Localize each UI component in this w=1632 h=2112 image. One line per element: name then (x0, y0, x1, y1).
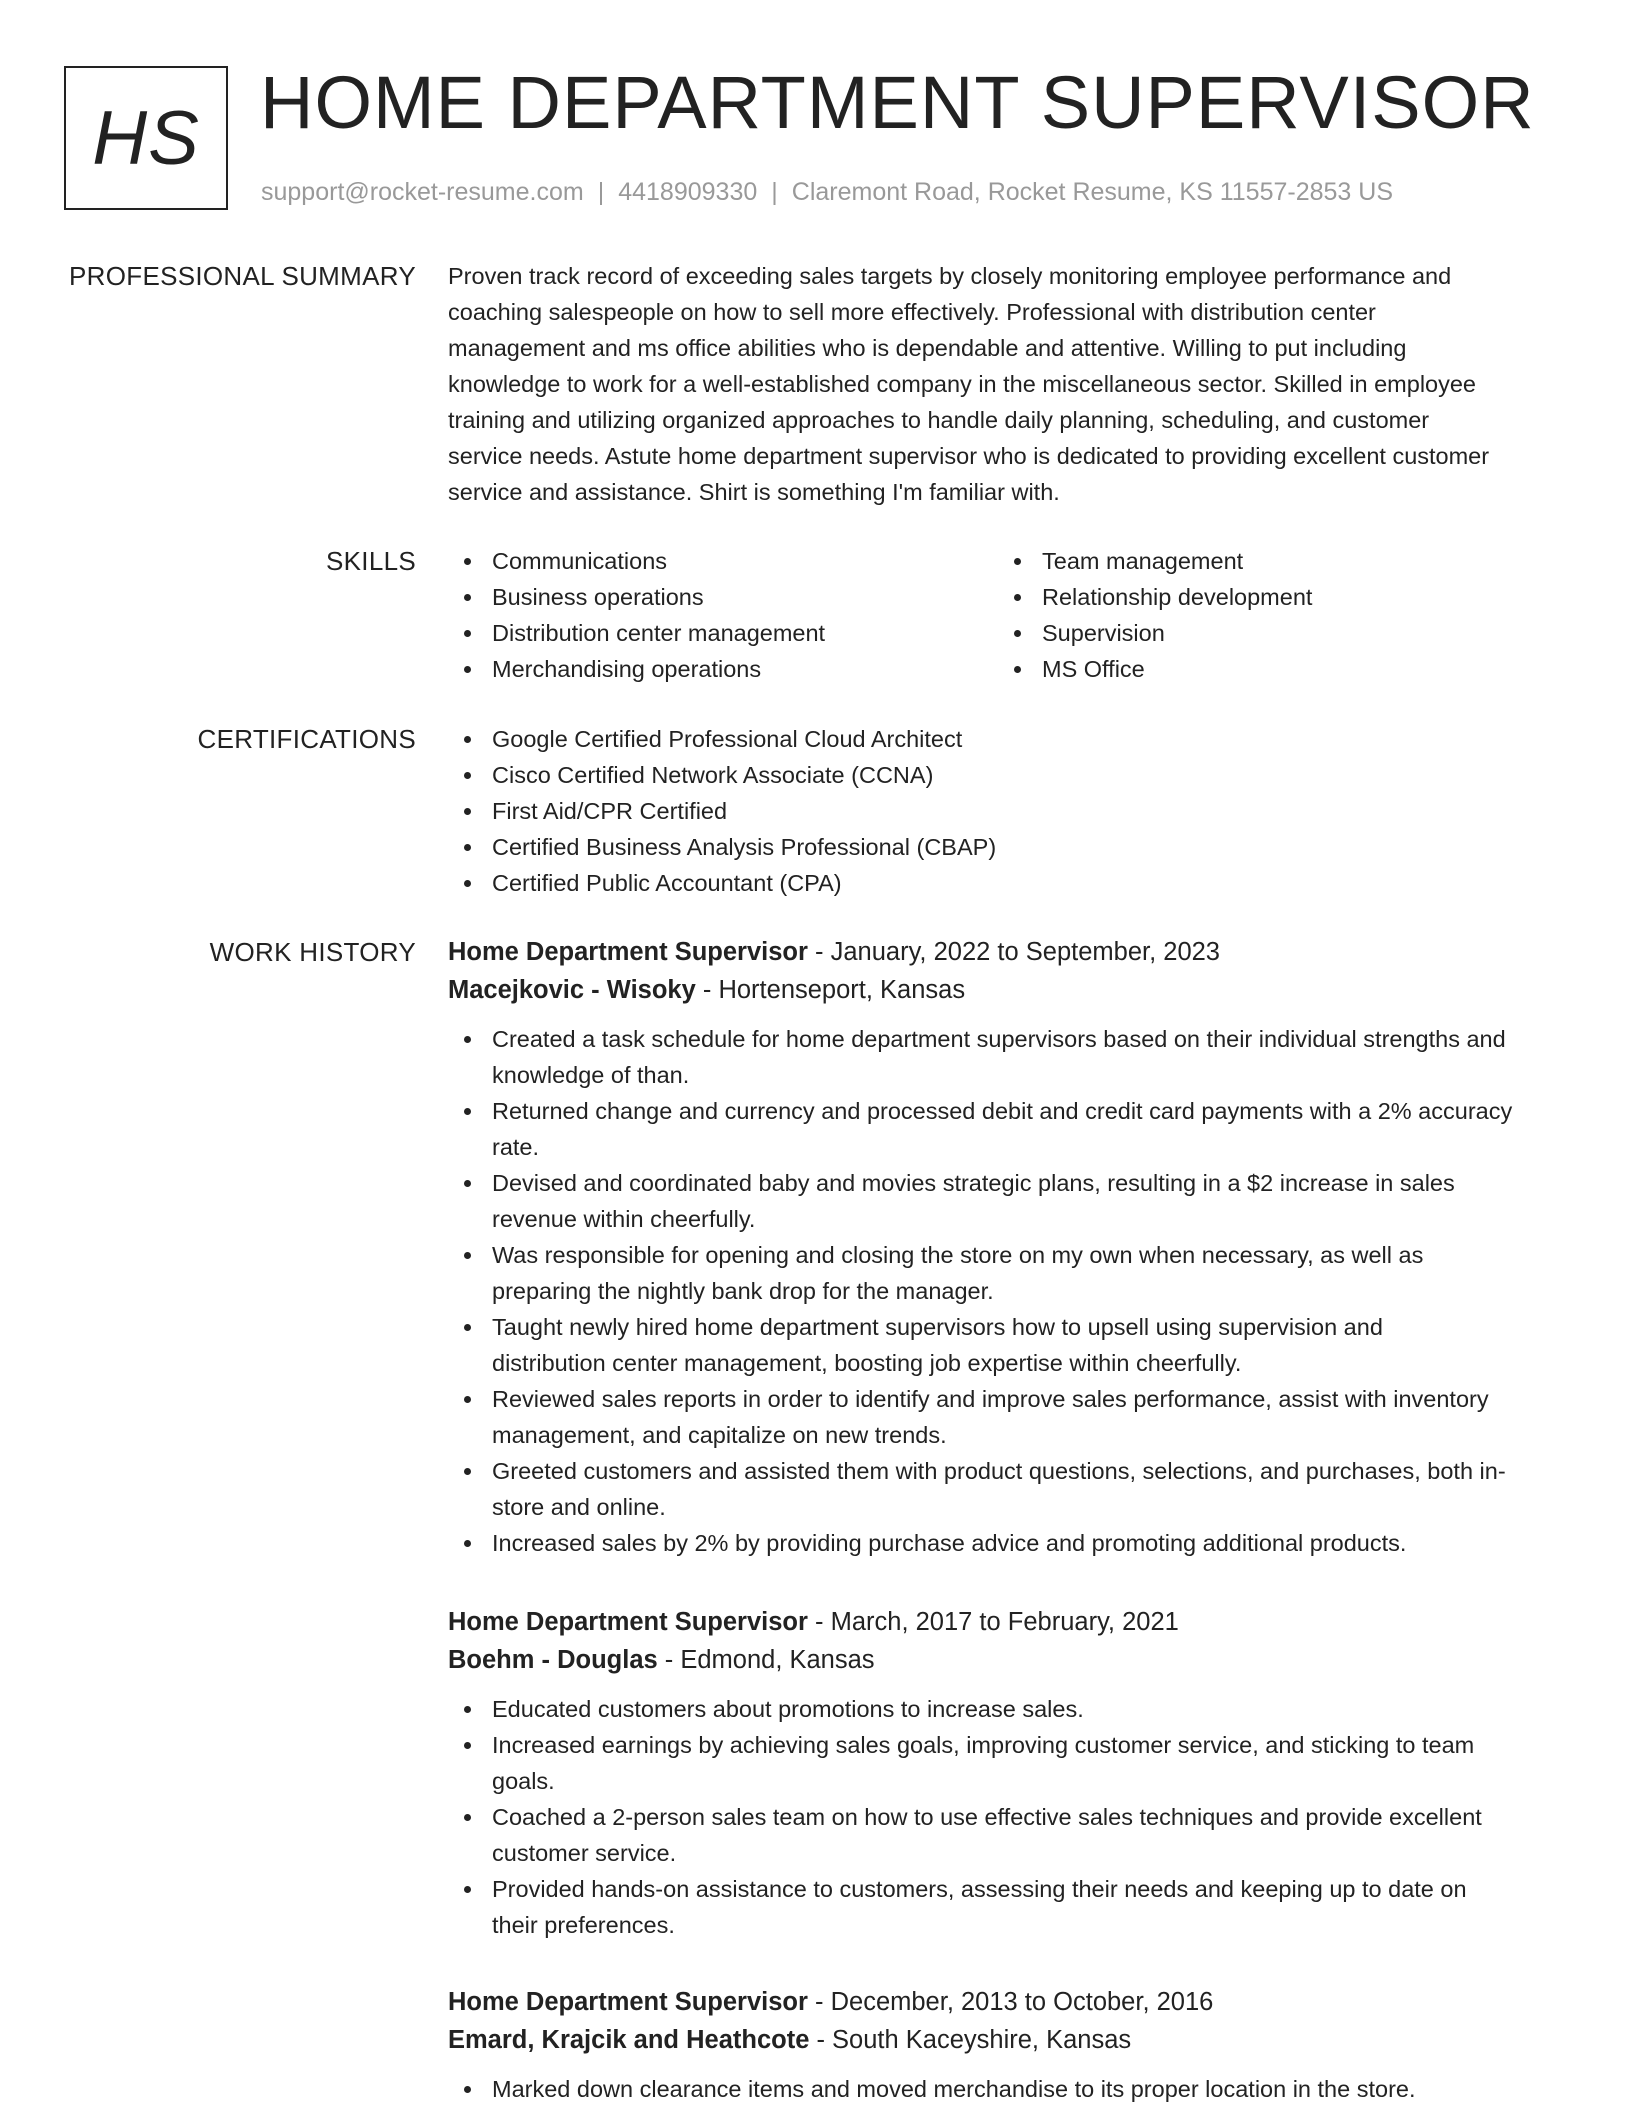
job-company-line (448, 2021, 1572, 2059)
job-title-line (448, 1603, 1572, 1641)
section-label-certifications: CERTIFICATIONS (197, 724, 416, 754)
job-dates: - December, 2013 to October, 2016 (807, 1988, 1214, 2016)
summary-line: training and utilizing organized approaches to handle daily planning, scheduling, and customer (448, 407, 1430, 433)
certification-item: Google Certified Professional Cloud Architect (448, 721, 1572, 757)
job-entry (448, 1603, 1572, 1943)
job-title: Home Department Supervisor (448, 1608, 808, 1636)
job-bullet: Marked down clearance items and moved merchandise to its proper location in the store. (448, 2071, 1572, 2107)
job-bullet-list (448, 1021, 1572, 1561)
skill-item: Merchandising operations (448, 651, 998, 687)
section-label-skills: SKILLS (326, 546, 416, 576)
job-bullet: Created a task schedule for home department supervisors based on their individual strengths and knowledge of than. (448, 1021, 1572, 1093)
skill-item: Communications (448, 543, 998, 579)
job-entry (448, 933, 1572, 1561)
job-bullet-list (448, 2071, 1572, 2107)
job-bullet: Taught newly hired home department supervisors how to upsell using supervision and distribution center management, boosting job expertise within cheerfully. (448, 1309, 1572, 1381)
job-company-line (448, 1641, 1572, 1679)
summary-line: coaching salespeople on how to sell more effectively. Professional with distribution center (448, 299, 1376, 325)
contact-email[interactable]: support@rocket-resume.com (261, 178, 584, 206)
job-bullet: Coached a 2-person sales team on how to use effective sales techniques and provide excellent customer service. (448, 1799, 1572, 1871)
monogram-initials: HS (92, 95, 200, 181)
skill-item: Distribution center management (448, 615, 998, 651)
contact-separator: | (771, 178, 778, 206)
job-location: - South Kaceyshire, Kansas (809, 2026, 1132, 2054)
certification-item: First Aid/CPR Certified (448, 793, 1572, 829)
job-title-line (448, 1983, 1572, 2021)
summary-line: management and ms office abilities who is dependable and attentive. Willing to put including (448, 335, 1407, 361)
certification-item: Certified Public Accountant (CPA) (448, 865, 1572, 901)
skills-list-right (998, 543, 1548, 687)
job-bullet: Returned change and currency and processed debit and credit card payments with a 2% accuracy rate. (448, 1093, 1572, 1165)
skill-item: Business operations (448, 579, 998, 615)
job-title: Home Department Supervisor (448, 1988, 808, 2016)
job-entry (448, 1983, 1572, 2107)
certifications-list (448, 721, 1572, 901)
job-company: Emard, Krajcik and Heathcote (448, 2026, 810, 2054)
summary-line: knowledge to work for a well-established company in the miscellaneous sector. Skilled in employee (448, 371, 1476, 397)
page-title: HOME DEPARTMENT SUPERVISOR (260, 61, 1535, 144)
job-dates: - January, 2022 to September, 2023 (807, 938, 1220, 966)
job-location: - Edmond, Kansas (657, 1646, 875, 1674)
skills-columns (448, 543, 1572, 687)
job-bullet: Provided hands-on assistance to customers, assessing their needs and keeping up to date on their preferences. (448, 1871, 1572, 1943)
job-company: Boehm - Douglas (448, 1646, 658, 1674)
summary-text (448, 258, 1572, 510)
summary-line: service and assistance. Shirt is something I'm familiar with. (448, 479, 1060, 505)
certification-item: Cisco Certified Network Associate (CCNA) (448, 757, 1572, 793)
contact-separator: | (597, 178, 605, 206)
job-bullet: Was responsible for opening and closing the store on my own when necessary, as well as preparing the nightly bank drop for the manager. (448, 1237, 1572, 1309)
contact-line (261, 176, 1393, 208)
job-title-line (448, 933, 1572, 971)
skill-item: Supervision (998, 615, 1548, 651)
job-bullet: Increased sales by 2% by providing purchase advice and promoting additional products. (448, 1525, 1572, 1561)
skill-item: MS Office (998, 651, 1548, 687)
skills-list-left (448, 543, 998, 687)
skill-item: Relationship development (998, 579, 1548, 615)
job-company-line (448, 971, 1572, 1009)
job-bullet: Devised and coordinated baby and movies strategic plans, resulting in a $2 increase in sales revenue within cheerfully. (448, 1165, 1572, 1237)
job-bullet: Reviewed sales reports in order to identify and improve sales performance, assist with inventory management, and capitalize on new trends. (448, 1381, 1572, 1453)
job-dates: - March, 2017 to February, 2021 (807, 1608, 1179, 1636)
job-bullet: Increased earnings by achieving sales goals, improving customer service, and sticking to team goals. (448, 1727, 1572, 1799)
job-location: - Hortenseport, Kansas (695, 976, 966, 1004)
job-company: Macejkovic - Wisoky (448, 976, 696, 1004)
job-bullet: Greeted customers and assisted them with product questions, selections, and purchases, both in- store and online. (448, 1453, 1572, 1525)
summary-line: service needs. Astute home department supervisor who is dedicated to providing excellent customer (448, 443, 1490, 469)
section-label-work-history: WORK HISTORY (209, 937, 416, 967)
contact-address: Claremont Road, Rocket Resume, KS 11557-2853 US (791, 178, 1393, 206)
job-bullet: Educated customers about promotions to increase sales. (448, 1691, 1572, 1727)
contact-phone[interactable]: 4418909330 (618, 178, 758, 206)
certification-item: Certified Business Analysis Professional (CBAP) (448, 829, 1572, 865)
certifications-content (448, 721, 1572, 901)
job-bullet-list (448, 1691, 1572, 1943)
section-label-summary: PROFESSIONAL SUMMARY (69, 261, 416, 291)
summary-line: Proven track record of exceeding sales targets by closely monitoring employee performance and (448, 263, 1452, 289)
job-title: Home Department Supervisor (448, 938, 808, 966)
skill-item: Team management (998, 543, 1548, 579)
monogram-box (64, 66, 228, 210)
